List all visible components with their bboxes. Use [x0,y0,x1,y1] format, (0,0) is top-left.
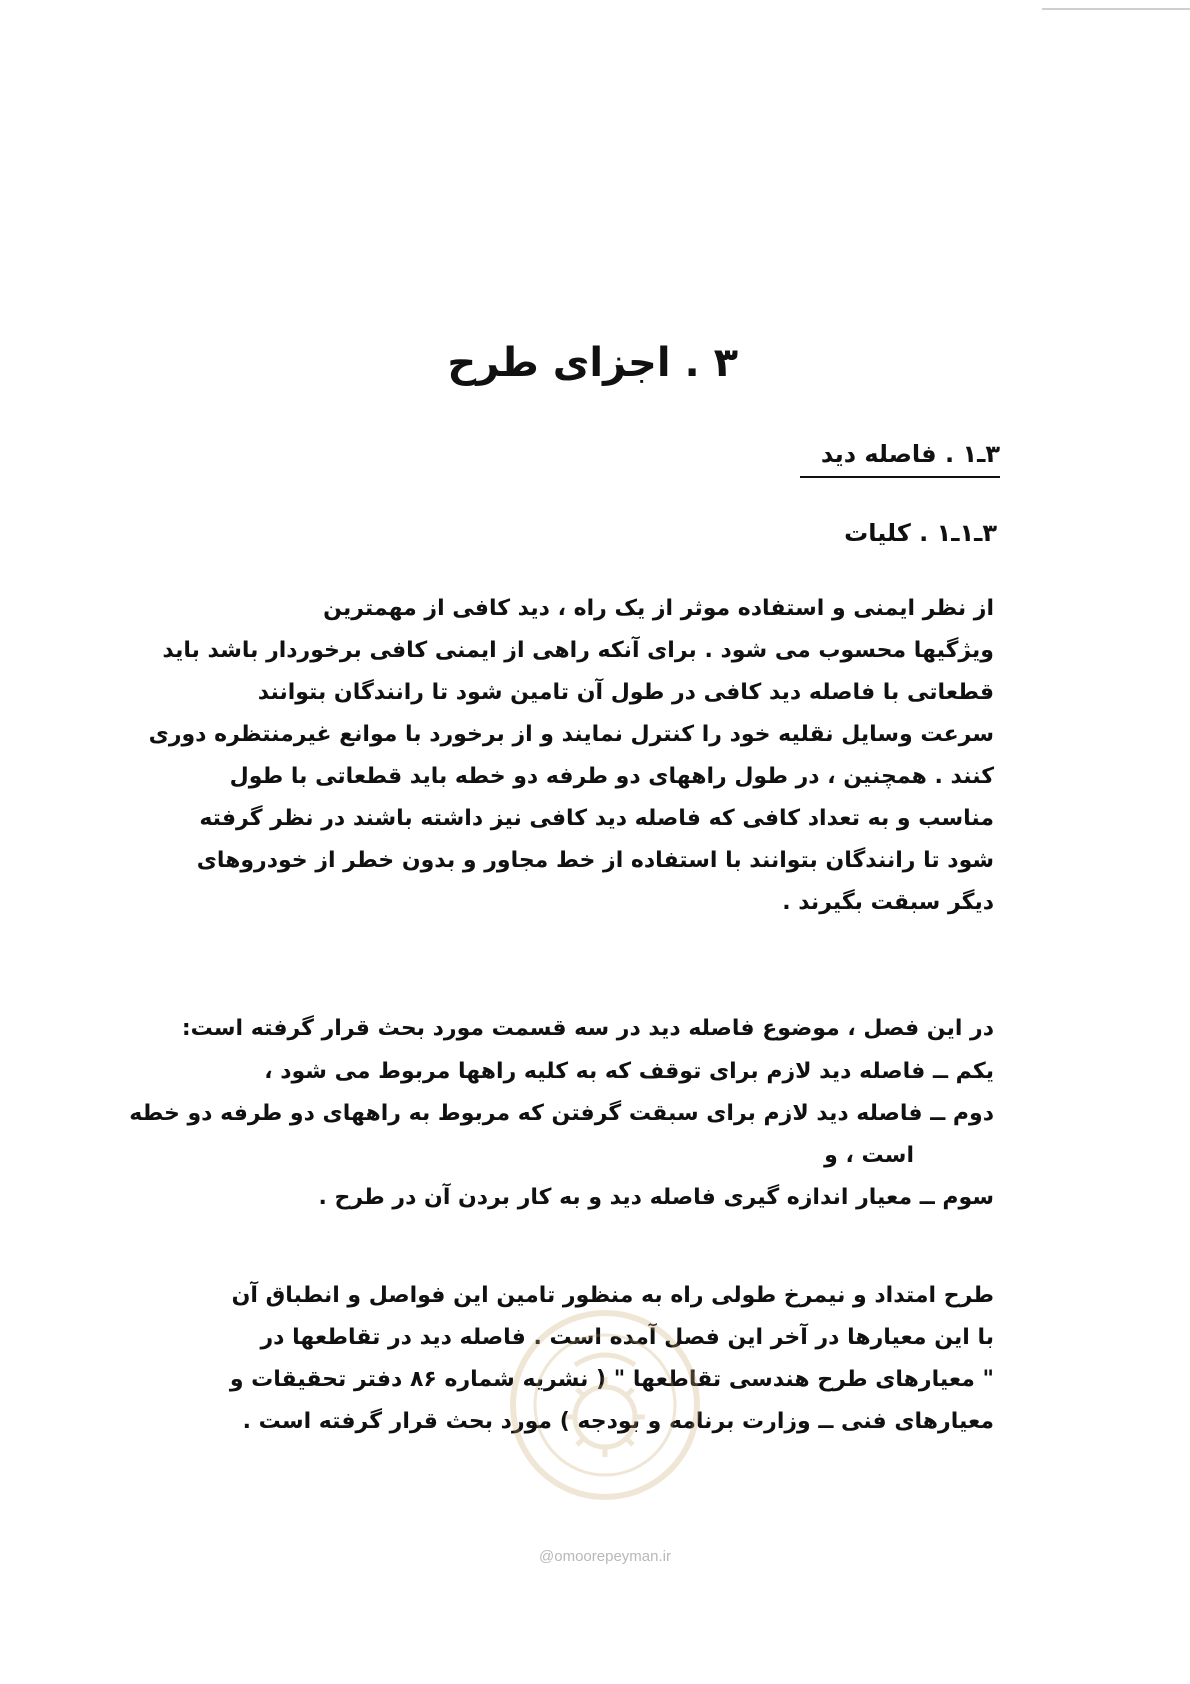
list-item-third: سوم ــ معیار اندازه گیری فاصله دید و به کار بردن آن در طرح . [318,1185,994,1210]
paragraph-line: کنند . همچنین ، در طول راههای دو طرفه دو خطه باید قطعاتی با طول [229,764,994,789]
top-edge-line [1042,8,1190,10]
paragraph-line: با این معیارها در آخر این فصل آمده است . فاصله دید در تقاطعها در [260,1325,994,1350]
subsection-heading: ۳ـ۱ـ۱ . کلیات [844,519,997,547]
list-item-first: یکم ــ فاصله دید لازم برای توقف که به کلیه راهها مربوط می شود ، [264,1059,994,1084]
section-heading: ۳ـ۱ . فاصله دید [800,440,1000,478]
paragraph-line: قطعاتی با فاصله دید کافی در طول آن تامین شود تا رانندگان بتوانند [257,680,994,705]
paragraph-line: " معیارهای طرح هندسی تقاطعها " ( نشریه شماره ۸۶ دفتر تحقیقات و [229,1367,994,1392]
paragraph-chapter-scope [181,1008,994,1050]
paragraph-line: معیارهای فنی ــ وزارت برنامه و بودجه ) مورد بحث قرار گرفته است . [242,1409,994,1434]
paragraph-line: ویژگیها محسوب می شود . برای آنکه راهی از ایمنی کافی برخوردار باشد باید [162,638,994,663]
paragraph-general [148,588,994,924]
paragraph-line: دیگر سبقت بگیرند . [782,890,994,915]
paragraph-line: سرعت وسایل نقلیه خود را کنترل نمایند و از برخورد با موانع غیرمنتظره دوری [148,722,994,747]
paragraph-line: طرح امتداد و نیمرخ طولی راه به منظور تامین این فواصل و انطباق آن [231,1283,994,1308]
paragraph-line: مناسب و به تعداد کافی که فاصله دید کافی نیز داشته باشند در نظر گرفته [199,806,994,831]
paragraph-alignment [194,1275,994,1443]
chapter-title: ۳ . اجزای طرح [447,340,738,386]
paragraph-line: در این فصل ، موضوع فاصله دید در سه قسمت مورد بحث قرار گرفته است: [181,1016,994,1041]
topics-list [129,1051,994,1219]
watermark-text: @omoorepeyman.ir [539,1548,671,1565]
paragraph-line: از نظر ایمنی و استفاده موثر از یک راه ، دید کافی از مهمترین [323,596,994,621]
paragraph-line: شود تا رانندگان بتوانند با استفاده از خط مجاور و بدون خطر از خودروهای [196,848,994,873]
list-item-second-continuation: است ، و [824,1143,914,1168]
list-item-second: دوم ــ فاصله دید لازم برای سبقت گرفتن که مربوط به راههای دو طرفه دو خطه [129,1101,994,1126]
